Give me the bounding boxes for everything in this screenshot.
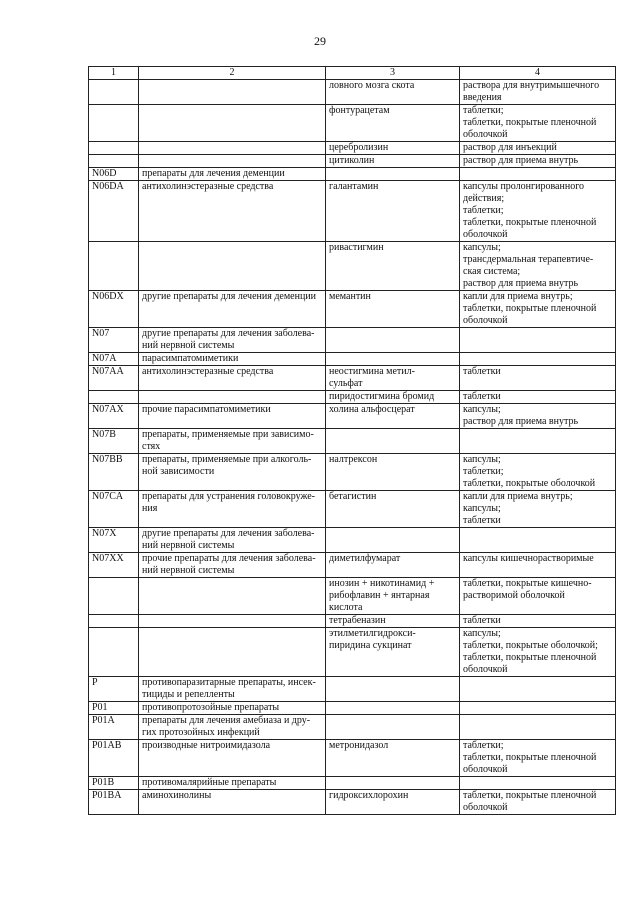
atc-code-cell: N07CA — [89, 491, 139, 528]
table-row — [89, 578, 616, 615]
atc-code-cell: N07XX — [89, 553, 139, 578]
group-name-cell — [139, 242, 326, 291]
group-name-cell: антихолинэстеразные средства — [139, 181, 326, 242]
dosage-form-cell: таблетки — [460, 391, 616, 404]
group-name-cell — [139, 615, 326, 628]
dosage-form-cell: капсулы пролонгированного действия; таблетки; таблетки, покрытые пленочной оболочкой — [460, 181, 616, 242]
atc-code-cell: N07A — [89, 353, 139, 366]
atc-code-cell — [89, 628, 139, 677]
dosage-form-cell: раствор для инъекций — [460, 142, 616, 155]
atc-code-cell: P01A — [89, 715, 139, 740]
drug-name-cell: церебролизин — [326, 142, 460, 155]
dosage-form-cell: капсулы; трансдермальная терапевтиче- ская система; раствор для приема внутрь — [460, 242, 616, 291]
group-name-cell: препараты, применяемые при алкоголь- ной зависимости — [139, 454, 326, 491]
table-row — [89, 391, 616, 404]
drug-name-cell — [326, 353, 460, 366]
table-row — [89, 291, 616, 328]
table-row — [89, 740, 616, 777]
drug-name-cell: мемантин — [326, 291, 460, 328]
table-row — [89, 491, 616, 528]
dosage-form-cell: капсулы; раствор для приема внутрь — [460, 404, 616, 429]
dosage-form-cell: таблетки — [460, 366, 616, 391]
table-row — [89, 353, 616, 366]
column-header-3: 3 — [326, 67, 460, 80]
table-row — [89, 628, 616, 677]
table-row — [89, 142, 616, 155]
drug-name-cell: гидроксихлорохин — [326, 790, 460, 815]
group-name-cell: парасимпатомиметики — [139, 353, 326, 366]
group-name-cell: аминохинолины — [139, 790, 326, 815]
drug-name-cell — [326, 168, 460, 181]
group-name-cell — [139, 142, 326, 155]
atc-code-cell: N07B — [89, 429, 139, 454]
drug-name-cell: бетагистин — [326, 491, 460, 528]
drug-name-cell — [326, 429, 460, 454]
table-row — [89, 404, 616, 429]
table-row — [89, 328, 616, 353]
table-row — [89, 105, 616, 142]
page-number: 29 — [314, 34, 326, 48]
drug-name-cell — [326, 677, 460, 702]
atc-code-cell — [89, 105, 139, 142]
group-name-cell: препараты для устранения головокруже- ния — [139, 491, 326, 528]
table-header — [89, 67, 616, 80]
dosage-form-cell: раствора для внутримышечного введения — [460, 80, 616, 105]
drug-name-cell: ривастигмин — [326, 242, 460, 291]
atc-code-cell: N06DA — [89, 181, 139, 242]
atc-code-cell: N07BB — [89, 454, 139, 491]
table-row — [89, 454, 616, 491]
dosage-form-cell: капли для приема внутрь; капсулы; таблетки — [460, 491, 616, 528]
atc-code-cell: N07X — [89, 528, 139, 553]
column-header-2: 2 — [139, 67, 326, 80]
drug-name-cell: инозин + никотинамид + рибофлавин + янтарная кислота — [326, 578, 460, 615]
dosage-form-cell: капли для приема внутрь; таблетки, покрытые пленочной оболочкой — [460, 291, 616, 328]
atc-code-cell — [89, 578, 139, 615]
group-name-cell — [139, 628, 326, 677]
group-name-cell: противопротозойные препараты — [139, 702, 326, 715]
atc-code-cell: N06D — [89, 168, 139, 181]
dosage-form-cell: таблетки — [460, 615, 616, 628]
group-name-cell: производные нитроимидазола — [139, 740, 326, 777]
group-name-cell: препараты, применяемые при зависимо- стях — [139, 429, 326, 454]
drug-name-cell — [326, 702, 460, 715]
atc-code-cell: N07AA — [89, 366, 139, 391]
drug-name-cell: диметилфумарат — [326, 553, 460, 578]
table-row — [89, 181, 616, 242]
dosage-form-cell: раствор для приема внутрь — [460, 155, 616, 168]
dosage-form-cell — [460, 677, 616, 702]
column-header-4: 4 — [460, 67, 616, 80]
drug-name-cell: фонтурацетам — [326, 105, 460, 142]
atc-code-cell: N07 — [89, 328, 139, 353]
atc-code-cell — [89, 391, 139, 404]
group-name-cell: другие препараты для лечения заболева- ний нервной системы — [139, 328, 326, 353]
atc-code-cell: P01 — [89, 702, 139, 715]
table-row — [89, 715, 616, 740]
group-name-cell — [139, 155, 326, 168]
drug-name-cell: налтрексон — [326, 454, 460, 491]
drug-name-cell: этилметилгидрокси- пиридина сукцинат — [326, 628, 460, 677]
dosage-form-cell: капсулы кишечнорастворимые — [460, 553, 616, 578]
group-name-cell: прочие парасимпатомиметики — [139, 404, 326, 429]
atc-code-cell — [89, 615, 139, 628]
group-name-cell: противопаразитарные препараты, инсек- тициды и репелленты — [139, 677, 326, 702]
group-name-cell — [139, 391, 326, 404]
drug-name-cell: тетрабеназин — [326, 615, 460, 628]
atc-code-cell — [89, 80, 139, 105]
table-row — [89, 777, 616, 790]
drug-name-cell: цитиколин — [326, 155, 460, 168]
group-name-cell: другие препараты для лечения заболева- ний нервной системы — [139, 528, 326, 553]
drug-name-cell: галантамин — [326, 181, 460, 242]
table-body — [89, 80, 616, 815]
drug-name-cell — [326, 715, 460, 740]
group-name-cell: прочие препараты для лечения заболева- ний нервной системы — [139, 553, 326, 578]
table-row — [89, 615, 616, 628]
atc-code-cell: P — [89, 677, 139, 702]
table-row — [89, 553, 616, 578]
group-name-cell — [139, 578, 326, 615]
column-header-1: 1 — [89, 67, 139, 80]
group-name-cell — [139, 105, 326, 142]
drug-list-table — [88, 66, 616, 815]
dosage-form-cell — [460, 715, 616, 740]
drug-name-cell — [326, 328, 460, 353]
group-name-cell: антихолинэстеразные средства — [139, 366, 326, 391]
group-name-cell: другие препараты для лечения деменции — [139, 291, 326, 328]
group-name-cell: препараты для лечения амебиаза и дру- гих протозойных инфекций — [139, 715, 326, 740]
drug-name-cell: ловного мозга скота — [326, 80, 460, 105]
dosage-form-cell — [460, 702, 616, 715]
table-row — [89, 366, 616, 391]
dosage-form-cell — [460, 168, 616, 181]
group-name-cell — [139, 80, 326, 105]
drug-name-cell — [326, 777, 460, 790]
dosage-form-cell: таблетки, покрытые кишечно- растворимой оболочкой — [460, 578, 616, 615]
table-row — [89, 677, 616, 702]
drug-name-cell: холина альфосцерат — [326, 404, 460, 429]
dosage-form-cell — [460, 328, 616, 353]
atc-code-cell: P01BA — [89, 790, 139, 815]
drug-name-cell: метронидазол — [326, 740, 460, 777]
table-row — [89, 528, 616, 553]
table-row — [89, 790, 616, 815]
table-row — [89, 155, 616, 168]
dosage-form-cell — [460, 777, 616, 790]
dosage-form-cell — [460, 353, 616, 366]
atc-code-cell — [89, 142, 139, 155]
group-name-cell: противомалярийные препараты — [139, 777, 326, 790]
atc-code-cell — [89, 242, 139, 291]
atc-code-cell — [89, 155, 139, 168]
dosage-form-cell: таблетки; таблетки, покрытые пленочной оболочкой — [460, 105, 616, 142]
dosage-form-cell — [460, 429, 616, 454]
dosage-form-cell: капсулы; таблетки, покрытые оболочкой; таблетки, покрытые пленочной оболочкой — [460, 628, 616, 677]
table-row — [89, 242, 616, 291]
table-row — [89, 168, 616, 181]
dosage-form-cell: капсулы; таблетки; таблетки, покрытые оболочкой — [460, 454, 616, 491]
dosage-form-cell — [460, 528, 616, 553]
atc-code-cell: P01B — [89, 777, 139, 790]
dosage-form-cell: таблетки; таблетки, покрытые пленочной оболочкой — [460, 740, 616, 777]
atc-code-cell: N06DX — [89, 291, 139, 328]
atc-code-cell: N07AX — [89, 404, 139, 429]
drug-name-cell — [326, 528, 460, 553]
atc-code-cell: P01AB — [89, 740, 139, 777]
table-row — [89, 429, 616, 454]
table-row — [89, 702, 616, 715]
drug-name-cell: неостигмина метил- сульфат — [326, 366, 460, 391]
group-name-cell: препараты для лечения деменции — [139, 168, 326, 181]
header-row — [89, 67, 616, 80]
drug-name-cell: пиридостигмина бромид — [326, 391, 460, 404]
dosage-form-cell: таблетки, покрытые пленочной оболочкой — [460, 790, 616, 815]
table-row — [89, 80, 616, 105]
